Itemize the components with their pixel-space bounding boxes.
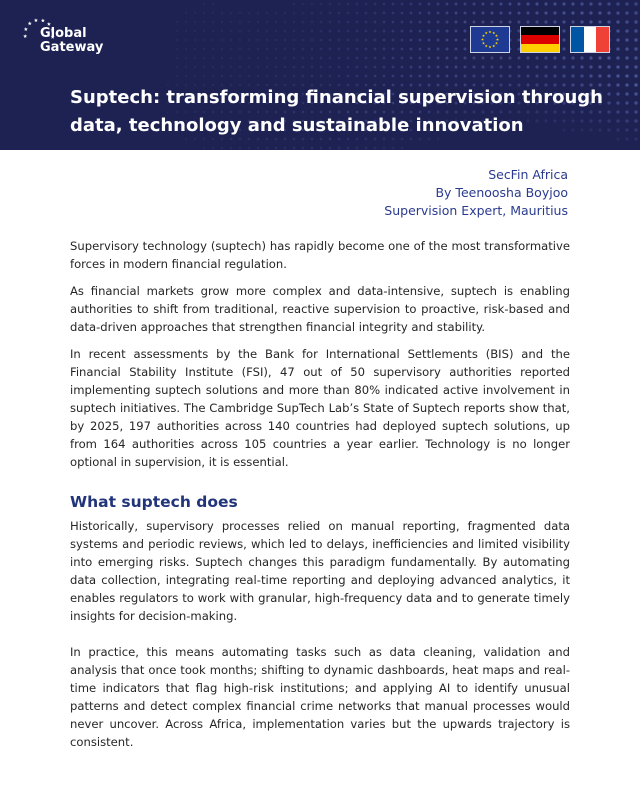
section-paragraph-1: Historically, supervisory processes relied on manual reporting, fragmented data systems and periodic reviews, which led to delays, inefficiencies and limited visibility into emerging risks. Suptech changes this paradigm fundamentally. By automating data collection, integrating real-time reporting and deploying advanced analytics, it enables regulators to work with granular, high-frequency data and to generate timely insights for decision-making. [70,519,570,623]
page-title: Suptech: transforming financial supervision through data, technology and sustainable innovation [70,87,603,136]
section-heading: What suptech does [70,493,238,511]
france-flag-icon [570,26,610,53]
logo-line-1: Global [40,26,87,41]
intro-paragraph-3: In recent assessments by the Bank for International Settlements (BIS) and the Financial Stability Institute (FSI), 47 out of 50 supervisory authorities reported implementing suptech solutions and more than 80% indicated active involvement in suptech initiatives. The Cambridge SupTech Lab’s State of Suptech reports show that, by 2025, 197 authorities across 140 countries had deployed suptech solutions, up from 164 authorities across 105 countries a year earlier. Technology is no longer optional in supervision, it is essential. [70,347,570,469]
byline-author: By Teenoosha Boyjoo [435,185,568,200]
article-body [70,237,570,760]
logo-text [40,27,103,55]
germany-flag-icon [520,26,560,53]
section-paragraph-2: In practice, this means automating tasks such as data cleaning, validation and analysis that once took months; shifting to dynamic dashboards, heat maps and real-time indicators that flag high-risk institutions; and applying AI to identify unusual patterns and detect complex financial crime networks that manual processes would never uncover. Across Africa, implementation varies but the upwards trajectory is consistent. [70,645,570,749]
intro-paragraph-1: Supervisory technology (suptech) has rapidly become one of the most transformative forces in modern financial regulation. [70,239,570,271]
logo-line-2: Gateway [40,40,104,55]
byline-role: Supervision Expert, Mauritius [384,203,568,218]
header-banner [0,0,640,150]
global-gateway-logo [22,14,122,60]
author-byline [208,166,568,220]
eu-flag-icon [470,26,510,53]
intro-paragraph-2: As financial markets grow more complex and data-intensive, suptech is enabling authorities to shift from traditional, reactive supervision to proactive, risk-based and data-driven approaches that strengthen financial integrity and stability. [70,284,570,334]
byline-organization: SecFin Africa [488,167,568,182]
